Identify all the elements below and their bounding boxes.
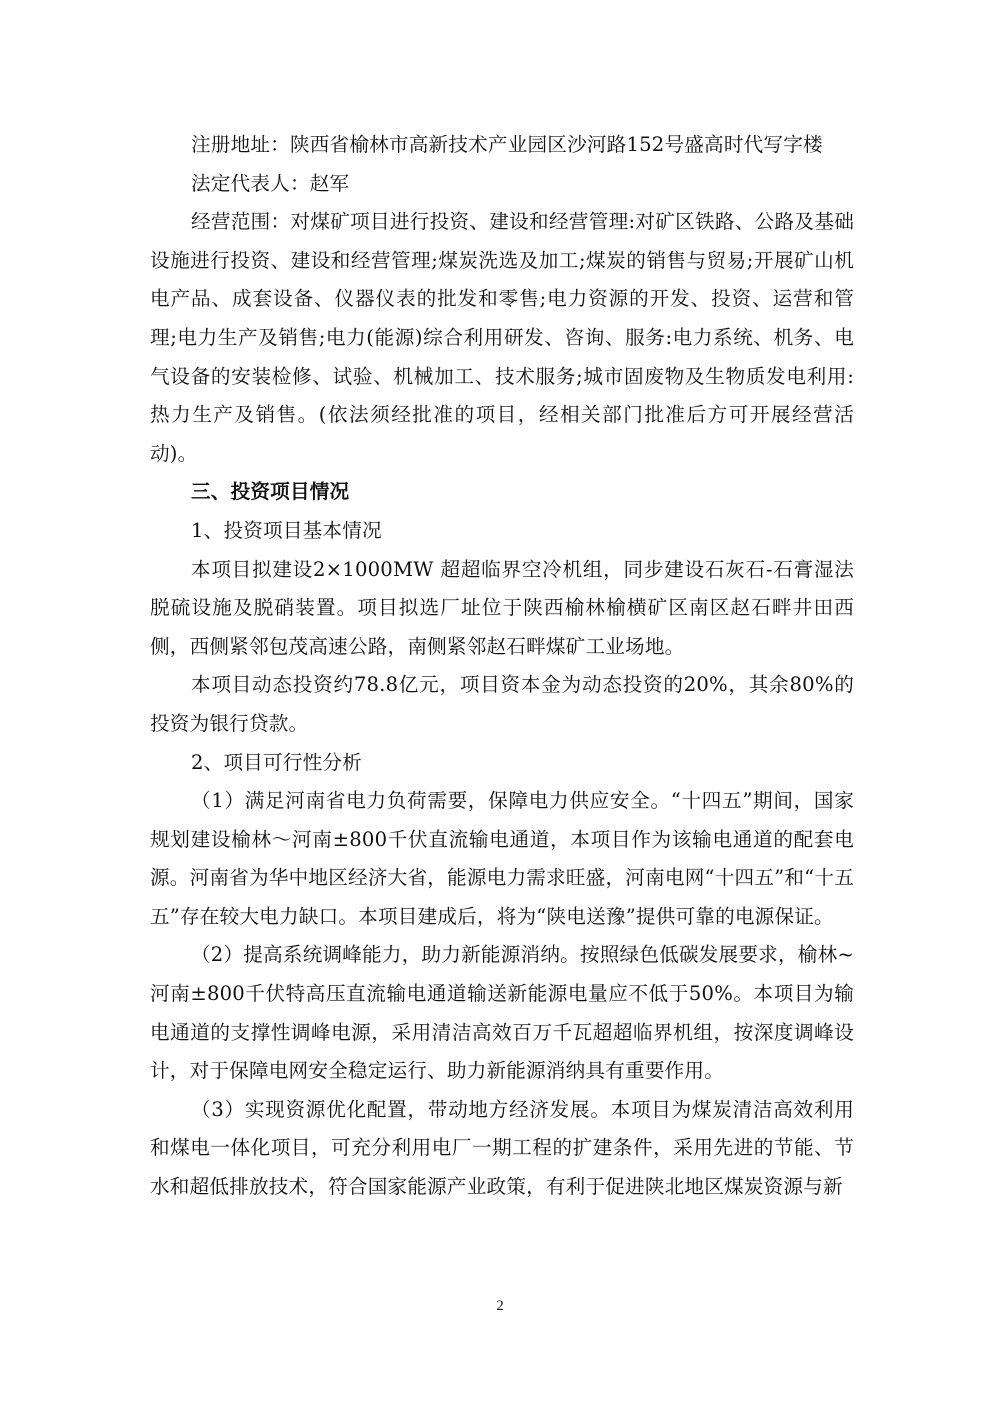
feasibility-point: （1）满足河南省电力负荷需要，保障电力供应安全。“十四五”期间，国家规划建设榆林～河南±800千伏直流输电通道，本项目作为该输电通道的配套电源。河南省为华中地区经济大省，能源电力需求旺盛，河南电网“十四五”和“十五五”存在较大电力缺口。本项目建成后，将为“陕电送豫”提供可靠的电源保证。 [150, 789, 854, 928]
legal-representative: 法定代表人：赵军 [191, 171, 350, 195]
feasibility-point: （2）提高系统调峰能力，助力新能源消纳。按照绿色低碳发展要求，榆林~河南±800千伏特高压直流输电通道输送新能源电量应不低于50%。本项目为输电通道的支撑性调峰电源，采用清洁高效百万千瓦超超临界机组，按深度调峰设计，对于保障电网安全稳定运行、助力新能源消纳具有重要作用。 [150, 943, 854, 1083]
subsection-heading: 2、项目可行性分析 [191, 750, 363, 774]
project-description: 本项目拟建设2×1000MW 超超临界空冷机组，同步建设石灰石-石膏湿法脱硫设施及脱硝装置。项目拟选厂址位于陕西榆林榆横矿区南区赵石畔井田西侧，西侧紧邻包茂高速公路，南侧紧邻赵石畔煤矿工业场地。 [150, 557, 854, 658]
document-body [150, 126, 854, 1207]
section-heading: 三、投资项目情况 [191, 480, 350, 504]
page-number: 2 [496, 1298, 504, 1314]
investment-description: 本项目动态投资约78.8亿元，项目资本金为动态投资的20%，其余80%的投资为银行贷款。 [150, 673, 854, 735]
feasibility-point: （3）实现资源优化配置，带动地方经济发展。本项目为煤炭清洁高效利用和煤电一体化项目，可充分利用电厂一期工程的扩建条件，采用先进的节能、节水和超低排放技术，符合国家能源产业政策，有利于促进陕北地区煤炭资源与新 [150, 1097, 854, 1199]
subsection-heading: 1、投资项目基本情况 [191, 518, 382, 542]
registered-address: 注册地址：陕西省榆林市高新技术产业园区沙河路152号盛高时代写字楼 [191, 133, 823, 156]
business-scope: 经营范围：对煤矿项目进行投资、建设和经营管理:对矿区铁路、公路及基础设施进行投资、建设和经营管理;煤炭洗选及加工;煤炭的销售与贸易;开展矿山机电产品、成套设备、仪器仪表的批发和零售;电力资源的开发、投资、运营和管理;电力生产及销售;电力(能源)综合利用研发、咨询、服务:电力系统、机务、电气设备的安装检修、试验、机械加工、技术服务;城市固废物及生物质发电利用:热力生产及销售。(依法须经批准的项目，经相关部门批准后方可开展经营活动)。 [150, 210, 854, 465]
